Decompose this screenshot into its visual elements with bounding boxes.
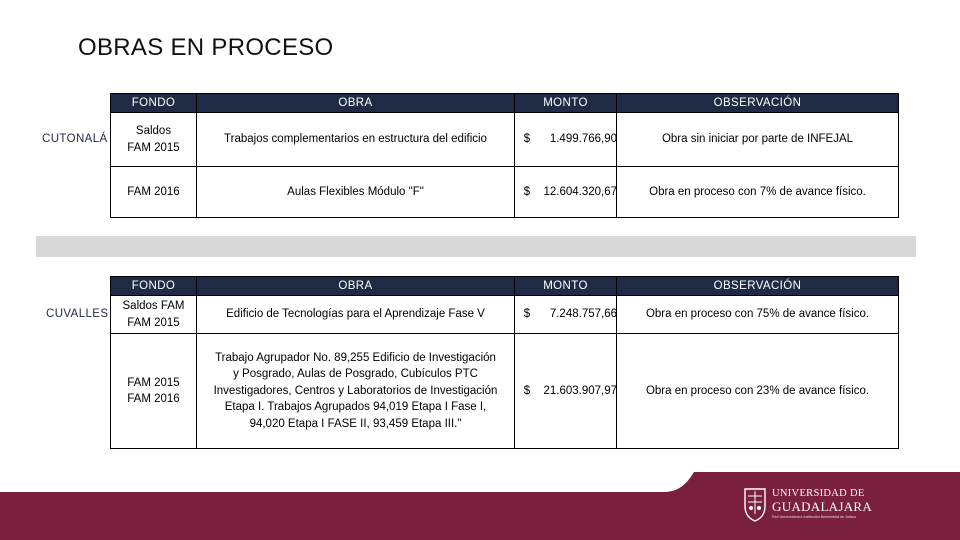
crest-icon [742,486,768,522]
fondo-line: FAM 2015 [127,141,180,154]
obra-line: Trabajo Agrupador No. 89,255 Edificio de Investigación [215,351,496,364]
fondo-line: FAM 2015 [127,316,180,329]
monto-cell [515,334,617,449]
fondo-cell [111,113,197,167]
header-monto: MONTO [515,94,617,113]
header-observacion: OBSERVACIÓN [617,277,899,296]
unit-label-cutonala: CUTONALÁ [42,133,108,145]
observacion-cell: Obra sin iniciar por parte de INFEJAL [617,113,899,167]
fondo-cell [111,167,197,218]
observacion-cell: Obra en proceso con 7% de avance físico. [617,167,899,218]
table-header-row [111,94,899,113]
table-row [111,334,899,449]
obra-line: Aulas Flexibles Módulo "F" [287,185,424,198]
obra-line: Edificio de Tecnologías para el Aprendizaje Fase V [226,308,485,321]
fondo-cell [111,334,197,449]
currency-symbol: $ [523,185,531,198]
logo-tagline: Red Universitaria e Institución Benemérita de Jalisco [772,515,857,519]
monto-cell [515,113,617,167]
monto-value: 7.248.757,66 [549,308,617,321]
obra-line: Investigadores, Centros y Laboratorios de Investigación [213,384,498,397]
monto-value: 1.499.766,90 [549,133,617,146]
section-divider [36,236,916,257]
currency-symbol: $ [523,308,531,321]
fondo-line: Saldos FAM [122,300,185,312]
logo-line1: UNIVERSIDAD DE [772,488,865,499]
header-fondo: FONDO [111,277,197,296]
table-row [111,113,899,167]
obras-table-cuvalles [110,276,899,449]
unit-label-cuvalles: CUVALLES [46,308,109,320]
monto-value: 12.604.320,67 [543,185,617,198]
obra-line: 94,020 Etapa I FASE II, 93,459 Etapa III." [249,417,462,430]
header-obra: OBRA [197,94,515,113]
obra-line: y Posgrado, Aulas de Posgrado, Cubículos PTC [233,368,478,381]
obras-table-cutonala [110,93,899,218]
monto-cell [515,167,617,218]
table-row [111,296,899,334]
obra-cell [197,113,515,167]
header-obra: OBRA [197,277,515,296]
page-title: OBRAS EN PROCESO [78,34,334,61]
obra-cell [197,334,515,449]
fondo-line: FAM 2016 [127,393,180,405]
observacion-cell: Obra en proceso con 23% de avance físico. [617,334,899,449]
logo-line2: GUADALAJARA [772,499,873,514]
obra-cell [197,296,515,334]
fondo-cell [111,296,197,334]
monto-value: 21.603.907,97 [543,384,617,397]
header-fondo: FONDO [111,94,197,113]
university-logo [742,486,873,524]
observacion-cell: Obra en proceso con 75% de avance físico. [617,296,899,334]
obra-cell [197,167,515,218]
header-observacion: OBSERVACIÓN [617,94,899,113]
obra-line: Trabajos complementarios en estructura del edificio [224,133,487,146]
monto-cell [515,296,617,334]
fondo-line: Saldos [135,125,172,137]
fondo-line: FAM 2015 [127,376,180,389]
obra-line: Etapa I. Trabajos Agrupados 94,019 Etapa I Fase I, [224,401,487,414]
header-monto: MONTO [515,277,617,296]
table-row [111,167,899,218]
table-header-row [111,277,899,296]
currency-symbol: $ [523,133,531,146]
currency-symbol: $ [523,384,531,397]
fondo-line: FAM 2016 [127,185,180,198]
